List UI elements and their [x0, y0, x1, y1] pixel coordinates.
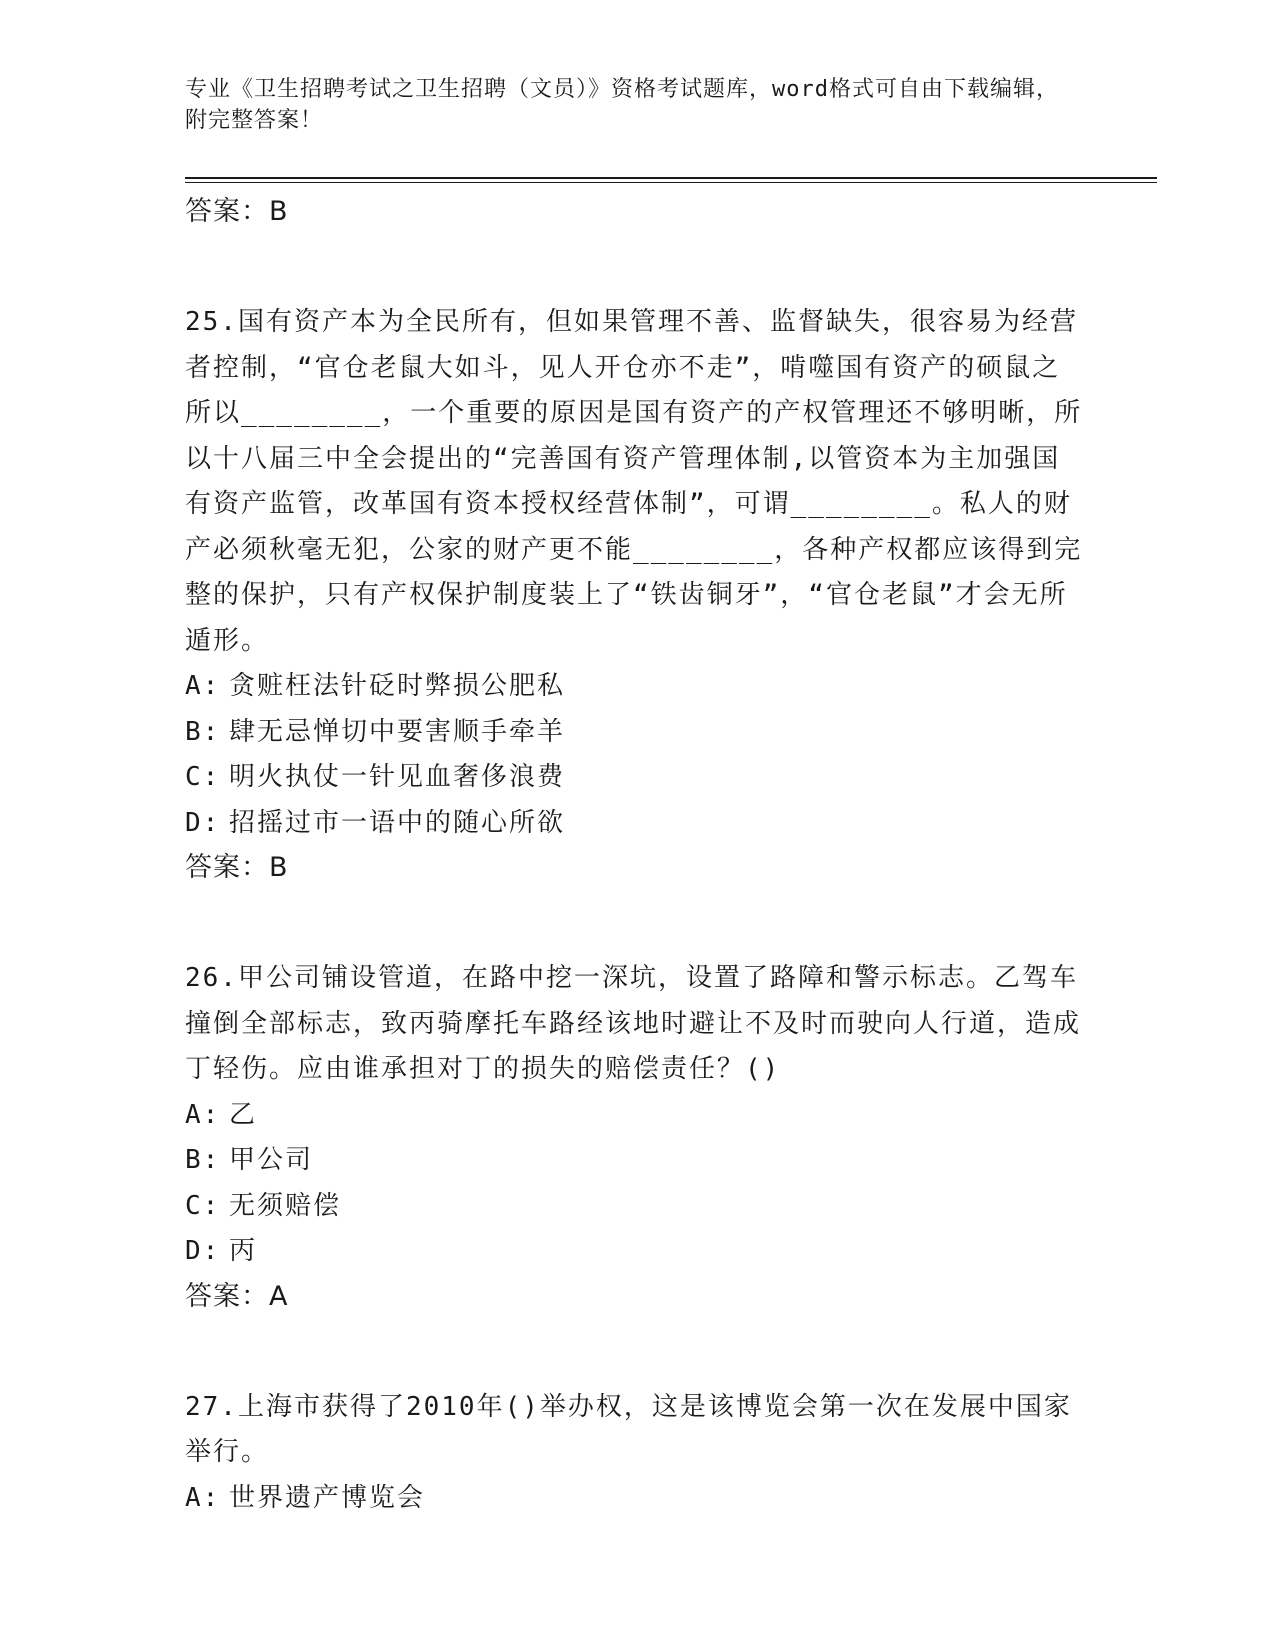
header-divider [185, 177, 1157, 179]
option-text: 贪赃枉法针砭时弊损公肥私 [229, 671, 566, 701]
question-text: 25.国有资产本为全民所有，但如果管理不善、监督缺失，很容易为经营者控制，“官仓老鼠大如斗，见人开仓亦不走”，啃噬国有资产的硕鼠之所以________，一个重要的原因是国有资产的产权管理还不够明晰，所以十八届三中全会提出的“完善国有资产管理体制,以管资本为主加强国有资产监管，改革国有资本授权经营体制”，可谓________。私人的财产必须秋毫无犯，公家的财产更不能________，各种产权都应该得到完整的保护，只有产权保护制度装上了“铁齿铜牙”，“官仓老鼠”才会无所遁形。 [185, 307, 1083, 656]
option-key: A: [185, 1099, 221, 1130]
option-text: 世界遗产博览会 [229, 1482, 426, 1513]
option-c [185, 755, 1085, 801]
option-text: 乙 [229, 1099, 258, 1130]
option-key: D: [185, 1236, 221, 1266]
option-key: C: [185, 762, 221, 792]
option-text: 明火执仗一针见血奢侈浪费 [229, 762, 566, 792]
option-text: 无须赔偿 [229, 1190, 342, 1221]
option-a [185, 664, 1085, 710]
option-text: 丙 [229, 1236, 258, 1266]
question-text: 27.上海市获得了2010年()举办权，这是该博览会第一次在发展中国家举行。 [185, 1391, 1072, 1467]
option-text: 肆无忌惮切中要害顺手牵羊 [229, 716, 566, 747]
option-b [185, 1138, 1085, 1184]
answer-line: 答案：B [185, 852, 289, 883]
answer-line: 答案：A [185, 1280, 289, 1312]
option-d [185, 801, 1085, 847]
option-key: C: [185, 1190, 221, 1221]
option-key: A: [185, 1482, 221, 1513]
question-text: 26.甲公司铺设管道，在路中挖一深坑，设置了路障和警示标志。乙驾车撞倒全部标志，致丙骑摩托车路经该地时避让不及时而驶向人行道，造成丁轻伤。应由谁承担对丁的损失的赔偿责任？() [185, 963, 1082, 1084]
option-key: A: [185, 671, 221, 701]
document-header: 专业《卫生招聘考试之卫生招聘（文员）》资格考试题库，word格式可自由下载编辑，附完整答案！ [185, 77, 1059, 133]
answer-line: 答案：B [185, 196, 289, 227]
option-a [185, 1093, 1085, 1139]
option-key: D: [185, 807, 221, 838]
header-divider-thin [185, 182, 1157, 183]
option-key: B: [185, 716, 221, 747]
option-a [185, 1476, 1085, 1522]
option-text: 招摇过市一语中的随心所欲 [229, 807, 566, 838]
option-key: B: [185, 1145, 221, 1175]
document-body [185, 190, 1085, 1521]
option-d [185, 1229, 1085, 1275]
option-text: 甲公司 [229, 1145, 314, 1175]
option-c [185, 1184, 1085, 1230]
option-b [185, 710, 1085, 756]
